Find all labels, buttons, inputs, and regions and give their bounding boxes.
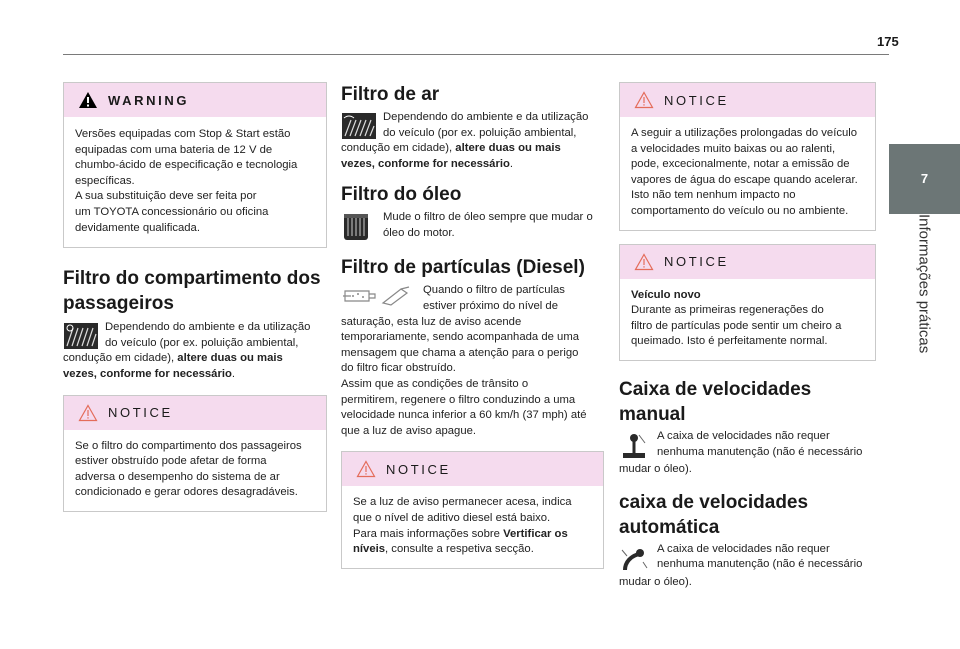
automatic-gearbox-line: A caixa de velocidades não requer	[657, 542, 830, 555]
notice-body	[620, 279, 875, 360]
oil-filter-text	[341, 210, 604, 243]
column-2	[341, 82, 604, 583]
air-filter-text-normal: .	[509, 157, 514, 170]
notice-line: Isto não tem nenhum impacto no	[631, 189, 796, 202]
notice-line: queimado. Isto é perfeitamente normal.	[631, 335, 828, 348]
automatic-gearbox-line: mudar o óleo).	[619, 575, 692, 588]
notice-line: condicionado e gerar odores desagradáveis.	[75, 486, 298, 499]
automatic-gearbox-heading	[619, 490, 876, 540]
automatic-gearbox-heading-line: caixa de velocidades	[619, 491, 809, 513]
air-filter-line	[341, 141, 604, 157]
manual-gearbox-text	[619, 429, 876, 478]
notice-line: que o nível de aditivo diesel está baixo.	[353, 511, 551, 524]
notice-triangle-icon	[634, 91, 654, 109]
automatic-gearbox-heading-line: automática	[619, 516, 720, 538]
cabin-filter-line	[63, 351, 327, 367]
notice-line	[353, 542, 593, 558]
notice-header	[342, 452, 603, 486]
manual-gearbox-heading-line: manual	[619, 403, 686, 425]
air-filter-text-normal: condução em cidade),	[341, 142, 456, 155]
particle-filter-line: saturação, esta luz de aviso acende	[341, 315, 522, 328]
column-3	[619, 82, 876, 590]
warning-box	[63, 82, 327, 248]
notice-text-bold: Vertificar os	[503, 527, 568, 540]
oil-filter-heading: Filtro do óleo	[341, 184, 462, 206]
notice-line: A seguir a utilizações prolongadas do veículo	[631, 127, 858, 139]
air-filter-text-bold: vezes, conforme for necessário	[341, 157, 510, 170]
cabin-filter-text-bold: altere duas ou mais	[177, 352, 283, 365]
cabin-filter-heading-line: Filtro do compartimento dos	[63, 268, 321, 290]
notice-line: estiver obstruído pode afetar de forma	[75, 455, 267, 468]
notice-title: NOTICE	[664, 92, 729, 108]
notice-title: NOTICE	[108, 405, 173, 421]
warning-header	[64, 83, 326, 117]
cabin-filter-text-normal: .	[231, 367, 236, 380]
notice-subtitle: Veículo novo	[631, 288, 701, 301]
particle-filter-line: velocidade nunca inferior a 60 km/h (37 mph) até	[341, 409, 587, 422]
notice-body	[342, 486, 603, 567]
notice-body	[620, 117, 875, 230]
warning-line: um TOYOTA concessionário ou oficina	[75, 205, 269, 218]
notice-header	[620, 245, 875, 279]
notice-header	[64, 396, 326, 430]
manual-gearbox-line: A caixa de velocidades não requer	[657, 429, 830, 442]
manual-gearbox-icon	[619, 431, 649, 461]
chapter-label: Informações práticas	[915, 214, 933, 354]
oil-filter-line: Mude o filtro de óleo sempre que mudar o	[383, 211, 593, 224]
notice-box	[619, 82, 876, 231]
notice-box	[63, 395, 327, 512]
notice-line: pode, excecionalmente, notar a emissão de	[631, 158, 850, 171]
notice-text-normal: Para mais informações sobre	[353, 527, 504, 540]
particle-filter-text	[341, 283, 604, 439]
column-1	[63, 82, 327, 526]
particle-filter-line: temporariamente, sendo acompanhada de uma	[341, 331, 580, 344]
top-rule	[63, 54, 889, 55]
particle-filter-line: que a luz de aviso apague.	[341, 424, 477, 437]
warning-triangle-icon	[78, 91, 98, 109]
automatic-gearbox-text	[619, 542, 876, 591]
cabin-filter-text-normal: condução em cidade),	[63, 352, 178, 365]
warning-line: chumbo-ácido de especificação e tecnologia	[75, 159, 298, 172]
notice-box	[619, 244, 876, 361]
notice-line: filtro de partículas pode sentir um cheiro a	[631, 319, 842, 332]
cabin-filter-line	[63, 367, 327, 383]
chapter-tab[interactable]: 7	[889, 144, 960, 214]
cabin-filter-line: do veículo (por ex. poluição ambiental,	[105, 336, 299, 349]
warning-line: específicas.	[75, 174, 135, 187]
notice-line: Se a luz de aviso permanecer acesa, indica	[353, 496, 572, 509]
automatic-gearbox-line: nenhuma manutenção (não é necessário	[657, 558, 863, 571]
air-filter-text	[341, 110, 604, 172]
notice-line: Se o filtro do compartimento dos passageiros	[75, 439, 302, 452]
notice-triangle-icon	[634, 253, 654, 271]
manual-gearbox-heading-line: Caixa de velocidades	[619, 378, 812, 400]
notice-line	[353, 527, 593, 543]
warning-line: Versões equipadas com Stop & Start estão	[75, 128, 291, 140]
cabin-filter-text	[63, 320, 327, 382]
warning-line: devidamente qualificada.	[75, 221, 200, 234]
warning-line: equipadas com uma bateria de 12 V de	[75, 143, 273, 156]
particle-filter-heading: Filtro de partículas (Diesel)	[341, 257, 585, 279]
notice-line: adversa o desempenho do sistema de ar	[75, 470, 280, 483]
particle-filter-line: estiver próximo do nível de	[423, 299, 559, 312]
notice-line: comportamento do veículo ou no ambiente.	[631, 204, 849, 217]
air-filter-line: do veículo (por ex. poluição ambiental,	[383, 126, 577, 139]
notice-line: a velocidades muito baixas ou ao ralenti,	[631, 142, 836, 155]
air-filter-text-bold: altere duas ou mais	[455, 142, 561, 155]
cabin-filter-heading-line: passageiros	[63, 293, 174, 315]
air-filter-line: Dependendo do ambiente e da utilização	[383, 111, 589, 123]
particle-filter-line: permitirem, regenere o filtro conduzindo a uma	[341, 393, 576, 406]
notice-box	[341, 451, 604, 568]
notice-text-normal: , consulte a respetiva secção.	[385, 543, 534, 556]
manual-gearbox-heading	[619, 377, 876, 427]
cabin-filter-icon	[63, 322, 99, 350]
particle-filter-line: mensagem que chama a atenção para o perigo	[341, 346, 579, 359]
air-filter-line	[341, 157, 604, 173]
warning-title: WARNING	[108, 92, 190, 108]
notice-title: NOTICE	[386, 461, 451, 477]
notice-triangle-icon	[78, 404, 98, 422]
notice-line: Durante as primeiras regenerações do	[631, 304, 824, 317]
manual-gearbox-line: nenhuma manutenção (não é necessário	[657, 445, 863, 458]
warning-body	[64, 117, 326, 247]
warning-line: A sua substituição deve ser feita por	[75, 190, 257, 203]
cabin-filter-heading	[63, 266, 327, 316]
particle-filter-line: do filtro ficar obstruído.	[341, 362, 456, 375]
chapter-label-wrap	[889, 214, 960, 374]
automatic-gearbox-icon	[619, 544, 649, 574]
oil-filter-line: óleo do motor.	[383, 226, 455, 239]
notice-triangle-icon	[356, 460, 376, 478]
page-number: 175	[877, 34, 899, 49]
particle-filter-line: Assim que as condições de trânsito o	[341, 377, 529, 390]
particle-filter-warning-icon	[341, 285, 413, 307]
manual-gearbox-line: mudar o óleo).	[619, 462, 692, 475]
particle-filter-line: Quando o filtro de partículas	[423, 284, 565, 297]
cabin-filter-text-bold: vezes, conforme for necessário	[63, 367, 232, 380]
cabin-filter-line: Dependendo do ambiente e da utilização	[105, 321, 311, 334]
notice-title: NOTICE	[664, 254, 729, 270]
air-filter-icon	[341, 112, 377, 140]
notice-body	[64, 430, 326, 511]
oil-filter-icon	[341, 212, 371, 242]
notice-header	[620, 83, 875, 117]
air-filter-heading: Filtro de ar	[341, 84, 440, 105]
notice-text-bold: níveis	[353, 543, 386, 556]
notice-line: vapores de água do escape quando acelerar.	[631, 173, 858, 186]
